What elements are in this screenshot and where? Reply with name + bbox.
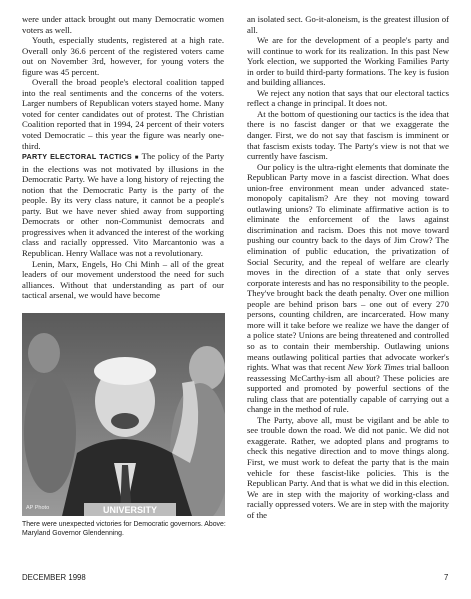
paragraph: Lenin, Marx, Engels, Ho Chi Minh – all of the great leaders of our movement understood the need for such alliances. Without that understanding as part of our tactical arsenal, we would have become [22,258,224,301]
paragraph: Overall the broad people's electoral coalition tapped into the real sentiments and the concerns of the voters. Larger numbers of Republican voters stayed home. Many voted for center candidates out of protest. The Christian Coalition reported that in 1994, 24 percent of their voters voted Democratic – this year the figure was nearly one-third. [22,77,224,151]
paragraph: an isolated sect. Go-it-aloneism, is the greatest illusion of all. [247,14,449,35]
section-bullet: ■ [134,155,140,162]
paragraph-text: trial balloon reassessing McCarthy-ism all about? These policies are supported and promoted by powerful sections of the ruling class that are potentially capable of carrying out a change in the method of rule. [247,362,449,415]
section-heading: PARTY ELECTORAL TACTICS [22,152,133,162]
paragraph: At the bottom of questioning our tactics is the idea that there is no fascist danger or that we exaggerate the danger. First, we do not say that fascism is imminent or that fascism exists today. The Party's view is not that we currently have fascism. [247,108,449,162]
paragraph-text: The policy of the Party in the elections was not motivated by illusions in the Democratic Party. We have a long history of rejecting the notion that the Democratic Party is the party of the people. By its very class nature, it cannot be a people's party. But we have never shied away from supporting Democrats or other non-Communist democrats and progressives when it advanced the interest of the working class and racially oppressed. Vito Marcantonio was a Republican. Henry Wallace was not a revolutionary. [22,151,225,259]
footer-date: DECEMBER 1998 [22,573,86,582]
paragraph [247,162,449,415]
paragraph-text: Our policy is the ultra-right elements that dominate the Republican Party move in a fascist direction. What does union-free environment mean under advanced state-monopoly capitalism? Are they not moving toward outlawing unions? To eliminate affirmative action is to eliminate the enforcement of the laws against discrimination and racism. Does this not move toward pushing our country back to the days of Jim Crow? The elimination of public education, the privatization of Social Security, and the repeal of welfare are clearly moves in the direction of a state that only serves corporate interests and has no responsibility to the people. They've brought back the death penalty. Over one million people are behind prison bars – one out of every 270 persons, counting children, are incarcerated. How many more will it take before we realize we have the danger of a police state? Unions are being threatened and controlled so as to contain their membership. Outlawing unions means outlawing political parties that advocate worker's rights. What was that recent [247,161,449,373]
podium-sign-text: UNIVERSITY [102,505,158,515]
paragraph: The Party, above all, must be vigilant and be able to see trouble down the road. We did not panic. We did not exaggerate. Rather, we adopted plans and programs to check this negative direction and to move things along. First, we must work to defeat the party that is the main vehicle for these fascist-like policies. This is the Republican Party. And that is what we did in this election. We are in step with the majority of working-class and racially oppressed voters. We are in step with the majority of the [247,414,449,520]
publication-title: New York Times [347,362,404,373]
page-number: 7 [444,573,449,582]
paragraph: We are for the development of a people's party and will continue to work for its realization. In this past New York election, we supported the Working Families Party in order to build third-party formations. The key is fusion and building alliances. [247,35,449,88]
paragraph: We reject any notion that says that our electoral tactics reflect a change in principal. It does not. [247,87,449,109]
paragraph: Youth, especially students, registered at a high rate. Overall only 36.6 percent of the registered voters came out on November 3rd, however, for young voters the figure was 45 percent. [22,35,224,77]
paragraph [22,151,224,258]
photo-illustration [22,313,225,516]
left-column [22,14,224,301]
governor-photo [22,313,225,516]
right-column [247,14,449,520]
paragraph: were under attack brought out many Democratic women voters as well. [22,14,224,35]
photo-caption: There were unexpected victories for Democratic governors. Above: Maryland Governor Glendenning. [22,521,226,537]
photo-credit: AP Photo [26,505,50,511]
